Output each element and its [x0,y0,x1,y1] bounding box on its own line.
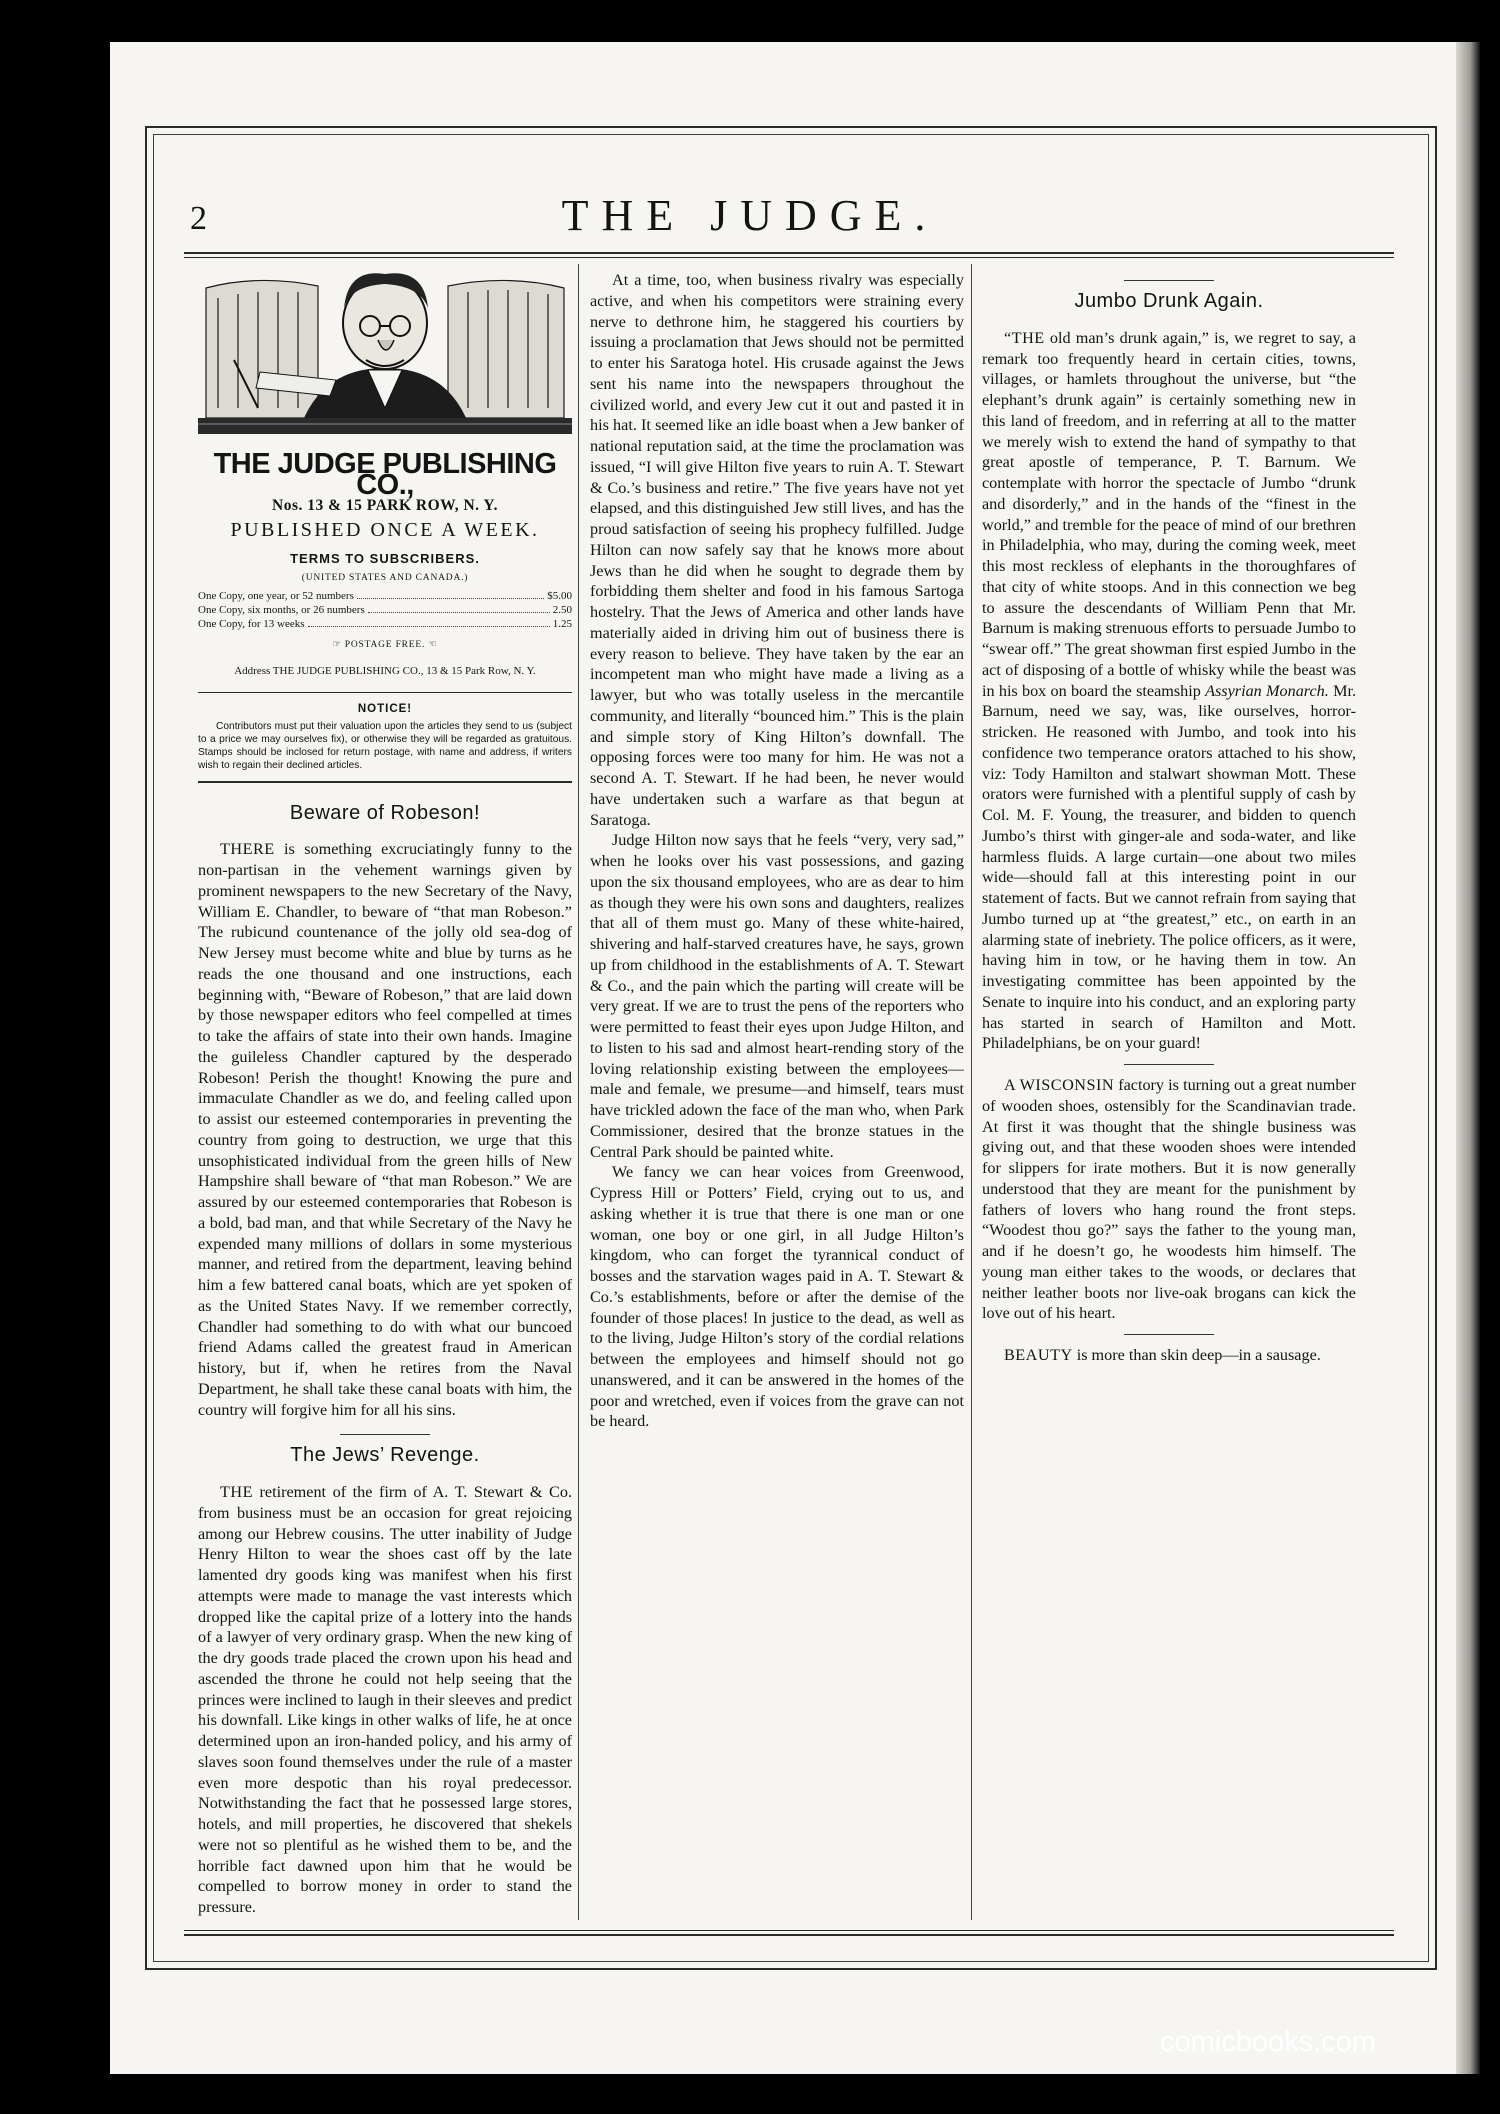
judge-illustration [198,268,572,434]
terms-title: TERMS TO SUBSCRIBERS. [290,551,480,566]
header-rule-thin [184,257,1394,258]
article-paragraph [198,839,572,1420]
price-row [198,603,572,617]
price-value: $5.00 [547,589,572,602]
footer-rule [184,1930,1394,1931]
watermark: comicbooks.com [1160,2026,1376,2058]
article-separator [1124,1334,1214,1335]
price-value: 2.50 [552,603,572,616]
article-separator [1124,1064,1214,1065]
lead-word: THERE [220,840,275,859]
article-title: The Jews’ Revenge. [290,1444,480,1467]
leader-dots [308,617,550,627]
article-title: Beware of Robeson! [289,801,481,824]
page-number: 2 [190,200,207,237]
postage-note: ☞ POSTAGE FREE. ☜ [332,639,438,650]
column-rule [578,264,579,1920]
ship-name: Assyrian Monarch. [1205,681,1329,700]
publisher-name: THE JUDGE PUBLISHING CO., [213,448,557,501]
column-3-flow [982,270,1356,1366]
article-title: Jumbo Drunk Again. [1074,290,1264,312]
lead-word: THE [220,1483,253,1502]
leader-dots [368,603,550,613]
box-rule [198,692,572,693]
box-bottom-rule [198,781,572,783]
price-list [198,589,572,631]
article-paragraph [590,1162,964,1432]
article-paragraph [198,1482,572,1918]
article-paragraph [982,1345,1356,1366]
paragraph-text: At a time, too, when business rivalry was especially active, and when his competitors were straining every nerve to dethrone him, he staggered his courtiers by issuing a proclamation that Jews should not be permitted to enter his Saratoga hotel. His crusade against the Jews sent his name into the newspapers throughout the civilized world, and every Jew cut it out and pasted it in his hat. It seemed like an idle boast when a Jew banker of national reputation said, at the time the proclamation was issued, “I will give Hilton five years to ruin A. T. Stewart & Co.’s business and retire.” The five years have not yet elapsed, and this distinguished Jew still lives, and has the proud satisfaction of seeing his prophecy fulfilled. Judge Hilton can now safely say that he knows more about Jews than he did when he sought to degrade them by forbidding them shelter and food in his famous Sartoga hostelry. That the Jews of America and other lands have materially aided in driving him out of business there is every reason to believe. They have taken by the ear an incompetent man who might have made a living as a lawyer, but who was totally useless in the mercantile community, and literally “bounced him.” This is the plain and simple story of King Hilton’s downfall. The opposing forces were too many for him. He was not a second A. T. Stewart. If he had been, he never would have undertaken such a warfare as that begun at Saratoga. [590,271,964,829]
address-line: Address THE JUDGE PUBLISHING CO., 13 & 15 Park Row, N. Y. [234,665,536,678]
article-paragraph [982,1075,1356,1324]
column-rule [971,264,972,1920]
column-2 [590,270,964,1920]
lead-word: “THE [1004,328,1045,347]
article-paragraph [590,830,964,1162]
paragraph-text: Mr. Barnum, need we say, was, like ourselves, horror-stricken. He reasoned with Jumbo, and took into his confidence two temperance orators attached to his show, viz: Tody Hamilton and stalwart showman Mott. These orators were furnished with a plentiful supply of cash by Col. M. F. Young, the treasurer, and bidden to quench Jumbo’s thirst with ginger-ale and soda-water, and like harmless fluids. A large curtain—one about two miles wide—should fall at this interesting point in our statement of facts. But we cannot refrain from saying that Jumbo turned up at “the greatest,” etc., on earth in an alarming state of inebriety. The police officers, as it were, having him in tow, or he having them in tow. An investigating committee has been appointed by the Senate to inquire into his conduct, and an exploring party has started in search of Hamilton and Mott. Philadelphians, be on your guard! [982,681,1356,1053]
article-continuation [590,270,964,1432]
price-label: One Copy, one year, or 52 numbers [198,589,354,602]
lead-word: BEAUTY [1004,1346,1073,1364]
price-label: One Copy, for 13 weeks [198,617,305,630]
publication-frequency: PUBLISHED ONCE A WEEK. [230,519,540,542]
paragraph-text: factory is turning out a great number of wooden shoes, ostensibly for the Scandinavian trade. At first it was thought that the shingle business was giving out, and that these wooden shoes were intended for slippers for irate mothers. But it is now generally understood that they are meant for the punishment by fathers of lovers who hang round the front steps. “Woodest thou go?” says the father to the young man, and if he doesn’t go, he woodests him himself. The young man either takes to the woods, or declares that neither leather boots nor live-oak brogans can kick the love out of his heart. [982,1076,1356,1323]
paragraph-text: is more than skin deep—in a sausage. [1072,1346,1321,1364]
article-separator [340,1434,430,1435]
footer-rule-thick [184,1934,1394,1936]
price-row [198,589,572,603]
price-value: 1.25 [552,617,572,630]
paragraph-text: retirement of the firm of A. T. Stewart & Co. from business must be an occasion for great rejoicing among our Hebrew cousins. The utter inability of Judge Henry Hilton to wear the shoes cast off by the late lamented dry goods king was manifest when his first attempts were made to manage the vast interests which dropped like the capital prize of a lottery into the hands of a lawyer of very ordinary grasp. When the new king of the dry goods trade placed the crown upon his head and ascended the throne he could not help seeing that the princes were inclined to laugh in their sleeves and predict his downfall. Like kings in other walks of life, he at once determined upon an iron-handed policy, and his army of slaves soon found themselves under the rule of a master even more despotic than his royal predecessor. Notwithstanding the fact that he possessed large stores, hotels, and mill properties, he discovered that shekels were not so plentiful as he wished them to be, and the horrible fact dawned upon him that he would be compelled to borrow money in order to stand the pressure. [198,1483,572,1917]
article-paragraph [590,270,964,830]
notice-title: NOTICE! [357,703,413,715]
notice-text: Contributors must put their valuation upon the articles they send to us (subject to a price we may ourselves fix), or otherwise they will be regarded as gratuitous. Stamps should be inclosed for return postage, with name and address, if writers wish to regain their declined articles. [198,720,572,772]
article-separator [1124,280,1214,281]
leader-dots [357,589,544,599]
paragraph-text: We fancy we can hear voices from Greenwood, Cypress Hill or Potters’ Field, crying out to us, and asking whether it is true that there is one man or one woman, one boy or one girl, in all Judge Hilton’s kingdom, who can forget the tyrannical conduct of bosses and the starvation wages paid in A. T. Stewart & Co.’s establishments, before or after the demise of the founder of those places! In justice to the dead, as well as to the living, Judge Hilton’s story of the cordial relations between the employees and himself should not go unanswered, and it can be answered in the homes of the poor and wretched, even if voices from the grave can not be heard. [590,1163,964,1431]
price-row [198,617,572,631]
publisher-box [198,448,572,783]
paragraph-text: Judge Hilton now says that he feels “very, very sad,” when he looks over his vast possessions, and gazing upon the six thousand employees, who are as dear to him as though they were his own sons and daughters, realizes that all of them must go. Many of these white-haired, shivering and half-starved creatures have, he says, grown up from childhood in the establishments of A. T. Stewart & Co., and the pain which the parting will create will be very great. If we are to trust the pens of the reporters who were permitted to feast their eyes upon Judge Hilton, and to listen to his sad and almost heart-rending story of the loving relationship existing between the employees—male and female, we presume—and himself, tears must have trickled adown the face of the man who, when Park Commissioner, desired that the bronze statues in the Central Park should be painted white. [590,831,964,1161]
publisher-address: Nos. 13 & 15 PARK ROW, N. Y. [272,496,498,514]
lead-word: A WISCONSIN [1004,1076,1115,1094]
price-label: One Copy, six months, or 26 numbers [198,603,365,616]
page-edge-shadow [1456,42,1480,2074]
paragraph-text: is something excruciatingly funny to the non-partisan in the vehement warnings given by prominent newspapers to the new Secretary of the Navy, William E. Chandler, to beware of “that man Robeson.” The rubicund countenance of the jolly old sea-dog of New Jersey must become white and blue by turns as he reads the one thousand and one instructions, each beginning with, “Beware of Robeson,” that are laid down by those newspaper editors who feel compelled at times to take the affairs of state into their own hands. Imagine the guileless Chandler captured by the desperado Robeson! Perish the thought! Knowing the pure and immaculate Chandler as we do, and feeling called upon to assist our esteemed contemporaries in preventing the country from going to destruction, we urge that this unsophisticated individual from the green hills of New Hampshire shall beware of “that man Robeson.” We are assured by our esteemed contemporaries that Robeson is a bold, bad man, and that while Secretary of the Navy he expended many millions of dollars in some mysterious manner, and retired from the department, leaving behind him a few battered canal boats, which are yet spoken of as the United States Navy. If we remember correctly, Chandler had something to do with what our buncoed friend Adams called the greatest fraud in American history, but if, when he retires from the Naval Department, he shall take these canal boats with him, the country will forgive him for all his sins. [198,840,572,1419]
terms-subtitle: (UNITED STATES AND CANADA.) [301,572,469,583]
column-1 [198,448,572,1920]
masthead-title: THE JUDGE. [561,191,939,240]
article-paragraph [982,328,1356,1054]
column-3 [982,270,1356,1920]
paragraph-text: old man’s drunk again,” is, we regret to say, a remark too frequently heard in certain cities, towns, villages, or hamlets throughout the universe, but “the elephant’s drunk again” is certainly something new in this land of freedom, and in referring at all to the matter we merely wish to extend the hand of sympathy to that great apostle of temperance, P. T. Barnum. We contemplate with horror the spectacle of Jumbo “drunk and disorderly,” and in the hands of the “finest in the world,” and tremble for the peace of mind of our brethren in Philadelphia, who may, during the coming week, meet this most reckless of elephants in the thoroughfares of that city of white stoops. And in this connection we beg to assure the descendants of William Penn that Mr. Barnum is making strenuous efforts to persuade Jumbo to “swear off.” The great showman first espied Jumbo in the act of disposing of a bottle of whisky while the beast was in his box on board the steamship [982,328,1356,700]
header-rule [184,252,1394,254]
